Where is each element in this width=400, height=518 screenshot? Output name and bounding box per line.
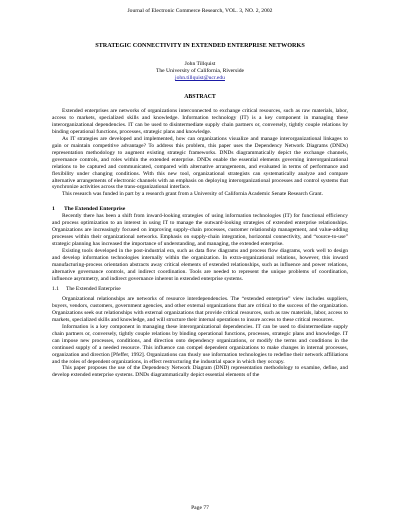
abstract-heading: ABSTRACT [184, 94, 216, 100]
section-title: The Extended Enterprise [64, 206, 126, 213]
author-block [52, 61, 348, 82]
subsection-title: The Extended Enterprise [66, 285, 121, 292]
page-number: Page 77 [191, 505, 209, 511]
section-number: 1 [52, 206, 55, 213]
abstract-paragraph: Extended enterprises are networks of organizations interconnected to exchange critical resources, such as raw materials, labor, access to markets, specialized skills and knowledge. Information technology (IT) is a key component in managing these interorganizational dependencies. IT can be used to disintermediate supply chain partners or, conversely, tightly couple relations by binding operational functions, processes, strategic plans and knowledge. [52, 108, 348, 135]
journal-header: Journal of Electronic Commerce Research, VOL. 3, NO. 2, 2002 [127, 8, 273, 14]
body-paragraph: Organizational relationships are networks of resource interdependencies. The “extended enterprise” view includes suppliers, buyers, vendors, customers, government agencies, and other external organizations that are critical to the success of the organization. Organizations seek out relationships with external organizations that provide critical resources, such as raw materials, labor, access to markets, specialized skills and knowledge, and will structure their internal operations to insure access to these critical resources. [52, 295, 348, 323]
abstract-paragraph: This research was funded in part by a research grant from a University of California Academic Senate Research Grant. [62, 191, 323, 198]
subsection-number: 1.1 [52, 285, 59, 292]
subsection-heading [52, 286, 348, 293]
author-email-link[interactable]: john.tillquist@ucr.edu [175, 75, 225, 81]
body-paragraph: This paper proposes the use of the Dependency Network Diagram (DND) representation methodology to examine, define, and develop extended enterprise systems. DNDs diagrammatically depict essential elements of the [52, 365, 348, 379]
paper-title: STRATEGIC CONNECTIVITY IN EXTENDED ENTERPRISE NETWORKS [95, 42, 305, 49]
body-paragraph: Information is a key component in managing these interorganizational dependencies. IT can be used to disintermediate supply chain partners or, conversely, tightly couple relations by binding operational functions, processes, strategic plans and knowledge. IT can impose new processes, conditions, and direction onto dependency organizations, or modify the terms and conditions in the continued supply of a needed resource. This influence can compel dependent organizations to make changes in internal processes, organization and direction [Pfeffer, 1992]. Organizations can thusly use information technologies to redefine their network affiliations and the roles of dependent organizations, in effect restructuring the industrial space in which they occupy. [52, 323, 348, 365]
body-paragraph: Existing tools developed in the post-industrial era, such as data flow diagrams and process flow diagrams, work well to design and develop information technologies internally within the organization. In extra-organizational relations, however, this inward manufacturing-process orientation abstracts away critical elements of extended relationships, such as influence and power relations, alternative governance controls, and indirect coordination. Tools are needed to represent the unique problems of coordination, influence asymmetry, and indirect governance inherent in extended enterprise systems. [52, 248, 348, 282]
abstract-paragraph: As IT strategies are developed and implemented, how can organizations visualize and manage interorganizational linkages to gain or maintain competitive advantage? To address this problem, this paper uses the Dependency Network Diagrams (DNDs) representation methodology to augment existing strategic frameworks. DNDs diagrammatically depict the exchange channels, governance controls, and roles within the extended enterprise. DNDs enable the essential elements governing interorganizational relations to be captured and communicated, compared with alternative arrangements, and evaluated in terms of performance and flexibility under changing conditions. With this new tool, organizational strategists can systematically analyze and compare alternative arrangements of electronic channels with an emphasis on deploying interorganizational processes and control systems that synchronize activities across the trans-organizational interface. [52, 135, 348, 191]
abstract-body [52, 108, 348, 198]
body-paragraph: Recently there has been a shift from inward-looking strategies of using information technologies (IT) for functional efficiency and process optimization to an interest in using IT to manage the outward-looking strategies of extended enterprise relationships. Organizations are increasingly focused on improving supply-chain processes, customer relationship management, and value-adding processes within their organizational networks. Emphasis on supply-chain integration, horizontal connectivity, and “source-to-use” strategic planning has increased the importance of understanding, and managing, the extended enterprise. [52, 213, 348, 248]
author-name: John Tillquist [184, 61, 216, 67]
author-affiliation: The University of California, Riverside [155, 68, 245, 74]
